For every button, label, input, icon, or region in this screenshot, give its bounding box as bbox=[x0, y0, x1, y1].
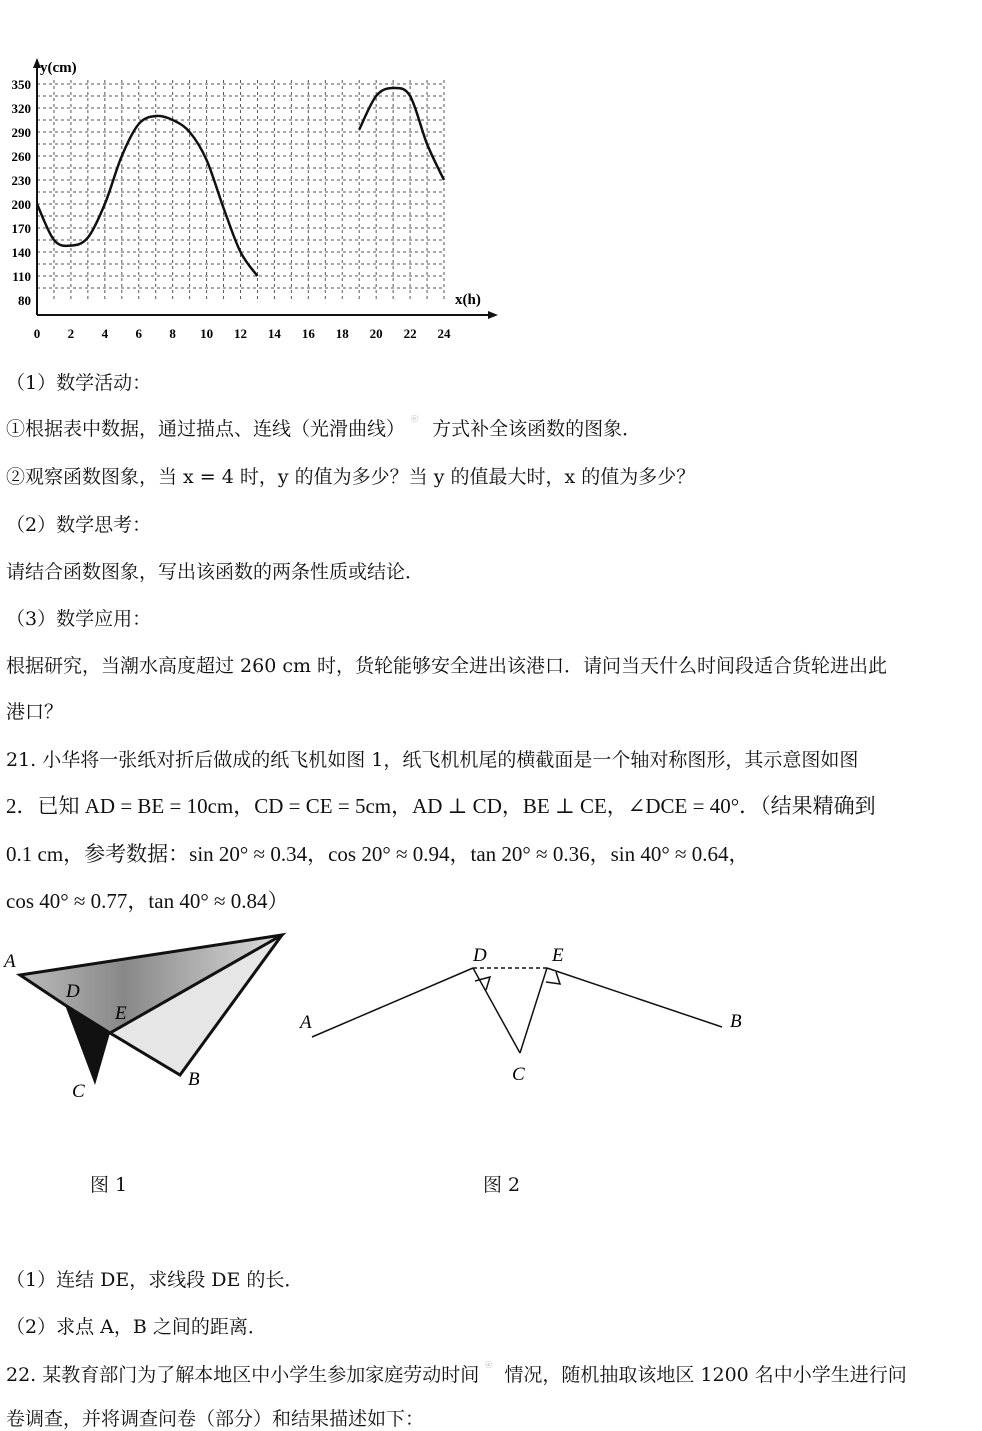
y-axis-label: y(cm) bbox=[40, 60, 77, 76]
right-angle-D bbox=[475, 977, 490, 990]
y-tick-labels bbox=[12, 77, 32, 308]
x-tick-label: 16 bbox=[301, 326, 315, 341]
section1-question1 bbox=[6, 414, 641, 441]
y-tick-label: 200 bbox=[11, 197, 31, 212]
q22-line1 bbox=[6, 1360, 907, 1387]
x-tick-label: 6 bbox=[135, 326, 142, 341]
x-axis-label: x(h) bbox=[455, 292, 481, 308]
x-tick-labels bbox=[34, 326, 451, 341]
x-axis-arrow bbox=[488, 311, 498, 319]
x-tick-label: 20 bbox=[369, 326, 383, 341]
figure2-geometry bbox=[290, 935, 760, 1095]
figure2-caption: 图 2 bbox=[483, 1174, 521, 1196]
fig1-label-B: B bbox=[188, 1069, 200, 1090]
x-tick-label: 14 bbox=[267, 326, 281, 341]
q21-part2: （2）求点 A，B 之间的距离． bbox=[6, 1316, 267, 1338]
x-tick-label: 12 bbox=[234, 326, 247, 341]
watermark-mark-2: ⓔ bbox=[485, 1361, 493, 1369]
section3-title: （3）数学应用： bbox=[6, 608, 152, 630]
q21-part1: （1）连结 DE，求线段 DE 的长． bbox=[6, 1269, 304, 1291]
fig1-label-D: D bbox=[66, 981, 80, 1002]
s1-q1-text: ①根据表中数据，通过描点、连线（光滑曲线） bbox=[6, 418, 406, 440]
series-curve-2 bbox=[359, 88, 444, 180]
q21-line1: 21. 小华将一张纸对折后做成的纸飞机如图 1，纸飞机机尾的横截面是一个轴对称图形，其示意图如图 bbox=[6, 749, 859, 771]
figure1-caption: 图 1 bbox=[90, 1174, 128, 1196]
section2-body: 请结合函数图象，写出该函数的两条性质或结论． bbox=[6, 561, 425, 583]
watermark-mark: ⓔ bbox=[411, 415, 419, 423]
x-tick-label: 10 bbox=[200, 326, 214, 341]
y-tick-label: 80 bbox=[18, 293, 31, 308]
segment-DC bbox=[473, 968, 520, 1053]
x-tick-label: 2 bbox=[67, 326, 75, 341]
fig1-label-E: E bbox=[115, 1003, 127, 1024]
q21-line3: 0.1 cm，参考数据：sin 20° ≈ 0.34，cos 20° ≈ 0.94，tan 20° ≈ 0.36，sin 40° ≈ 0.64， bbox=[6, 842, 750, 866]
fig1-label-C: C bbox=[72, 1081, 85, 1102]
segment-EB bbox=[547, 968, 722, 1027]
section3-body-line1: 根据研究，当潮水高度超过 260 cm 时，货轮能够安全进出该港口．请问当天什么时间段适合货轮进出此 bbox=[6, 655, 888, 677]
y-tick-label: 290 bbox=[11, 125, 31, 140]
fig2-label-E: E bbox=[552, 945, 564, 966]
fig2-label-B: B bbox=[730, 1011, 742, 1032]
x-tick-label: 0 bbox=[33, 326, 41, 341]
fig1-label-A: A bbox=[4, 951, 16, 972]
fig2-label-A: A bbox=[300, 1012, 312, 1033]
chart-axes bbox=[33, 58, 498, 319]
x-tick-label: 24 bbox=[437, 326, 451, 341]
q21-line2: 2．已知 AD = BE = 10cm，CD = CE = 5cm，AD ⊥ CD，BE ⊥ CE，∠DCE = 40°．（结果精确到 bbox=[6, 794, 876, 818]
y-tick-label: 110 bbox=[12, 269, 31, 284]
y-tick-label: 140 bbox=[11, 245, 31, 260]
section1-question2: ②观察函数图象，当 x = 4 时，y 的值为多少？当 y 的值最大时，x 的值为多少？ bbox=[6, 466, 696, 488]
segment-CE bbox=[520, 968, 547, 1053]
q22-line1-text: 22. 某教育部门为了解本地区中小学生参加家庭劳动时间 bbox=[6, 1364, 480, 1386]
y-tick-label: 350 bbox=[11, 77, 31, 92]
q22-line2: 卷调查，并将调查问卷（部分）和结果描述如下： bbox=[6, 1408, 425, 1430]
q22-line1-end: 情况，随机抽取该地区 1200 名中小学生进行问 bbox=[504, 1364, 907, 1386]
x-tick-label: 4 bbox=[101, 326, 109, 341]
segment-AD bbox=[312, 968, 473, 1037]
section1-title: （1）数学活动： bbox=[6, 372, 152, 394]
q21-line4: cos 40° ≈ 0.77，tan 40° ≈ 0.84） bbox=[6, 889, 289, 913]
x-tick-label: 18 bbox=[335, 326, 349, 341]
right-angle-E bbox=[546, 972, 560, 984]
chart-grid bbox=[37, 80, 444, 300]
tide-height-chart bbox=[0, 50, 510, 350]
y-tick-label: 260 bbox=[11, 149, 31, 164]
s1-q1-end: 方式补全该函数的图象． bbox=[432, 418, 642, 440]
fig2-label-D: D bbox=[473, 945, 487, 966]
section2-title: （2）数学思考： bbox=[6, 514, 152, 536]
figure1-paper-plane bbox=[0, 925, 300, 1110]
section3-body-line2: 港口？ bbox=[6, 701, 64, 723]
y-tick-label: 170 bbox=[11, 221, 31, 236]
y-tick-label: 230 bbox=[11, 173, 31, 188]
y-tick-label: 320 bbox=[11, 101, 31, 116]
fig2-label-C: C bbox=[512, 1064, 525, 1085]
x-tick-label: 22 bbox=[403, 326, 417, 341]
x-tick-label: 8 bbox=[169, 326, 176, 341]
